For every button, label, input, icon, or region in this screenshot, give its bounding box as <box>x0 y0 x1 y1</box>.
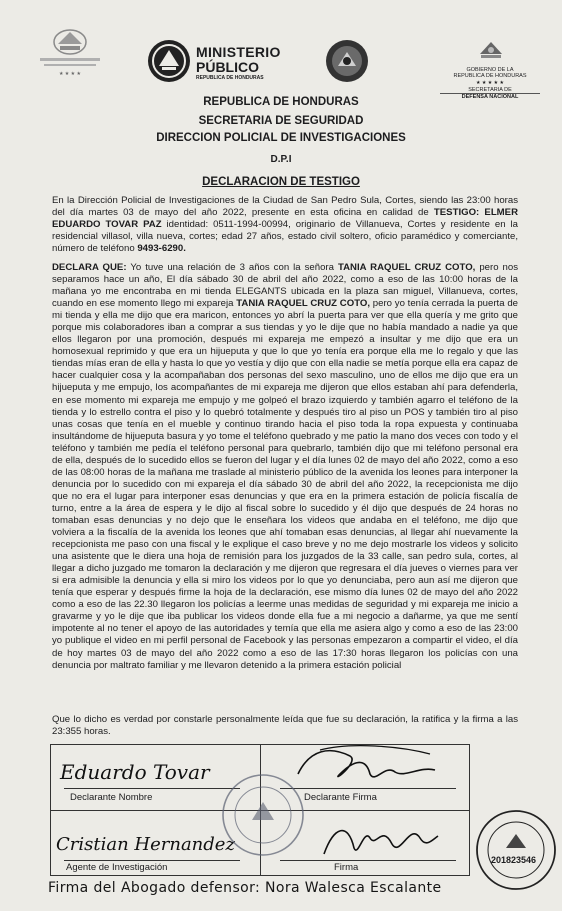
label-declarante-nombre: Declarante Nombre <box>70 792 153 803</box>
intro-text-b: identidad: 0511-1994-00994, originario de Villanueva, Cortes y residente en la residencial villasol, villa nueva, cortes; edad 27 años, estado civil soltero, oficio paramédico y comerciante, número de teléfono <box>52 219 518 255</box>
label-agente: Agente de Investigación <box>66 862 168 873</box>
label-declarante-firma: Declarante Firma <box>304 792 377 803</box>
dpi-stamp-icon <box>218 770 308 860</box>
title-direccion: DIRECCION POLICIAL DE INVESTIGACIONES <box>156 132 406 144</box>
title-republica: REPUBLICA DE HONDURAS <box>203 96 359 108</box>
declara-name-2: TANIA RAQUEL CRUZ COTO, <box>236 298 371 310</box>
defensa-text-line1: GOBIERNO DE LA <box>466 67 514 73</box>
ministerio-publico-logo <box>146 38 316 84</box>
defensa-text-line4: DEFENSA NACIONAL <box>440 93 540 100</box>
title-secretaria: SECRETARIA DE SEGURIDAD <box>198 115 364 127</box>
agente-handwritten-name: Cristian Hernandez <box>56 834 235 855</box>
sig-right-border <box>469 744 470 875</box>
declara-text-b: pero nos separamos hace un año, El día sábado 30 de abril del año 2022, como a eso de las 10:00 horas de la mañana yo me encontraba en mi tienda ELEGANTS ubicada en la plaza san miguel, Villanueva, cortes, cuando en ese momento llego mi expareja <box>52 262 518 310</box>
sig-line-4 <box>280 860 456 861</box>
sig-bottom-line <box>50 875 470 876</box>
defensa-text-line3: SECRETARIA DE <box>468 87 512 93</box>
defensa-emblem-icon <box>476 40 506 64</box>
declarante-handwritten-name: Eduardo Tovar <box>60 760 210 784</box>
closing-text: Que lo dicho es verdad por constarle personalmente leída que fue su declaración, la ratifica y la firma a las 23:355 horas. <box>52 714 518 738</box>
declara-text-c: pero yo tenía cerrada la puerta de mi tienda y ella me dijo que era maricon, entonces yo abrí la puerta para ver que ella quería y me grito que porque mis colaboradores iban a comprar a sus tiendas y yo le dije que no había mandado a nadie ya que ellos llegaron por una promoción, después mi expareja me empezó a insultar y me dijo que era un homosexual reprimido y que era un hijueputa y que lo que yo tenía era porque ella me lo regalo y que las tiendas mías eran de ella y hasta lo que yo vestía y dijo que con ella nadie se metía porque ella era capaz de hacer cualquier cosa y la acompañaban dos personas del sexo masculino, uno de ellos me dijo que era un hijueputa y me empujo, los acompañantes de mi expareja me dijeron que ellos estaban ahí para defenderla, en ese momento mi expareja me empujo y me golpeó el brazo izquierdo y también agarro el teléfono de la tienda y lo estrello contra el piso y lo quebró totalmente y después tiro al piso un POS y también tiro al piso unas cosas que tenía en el mueble y continuo tirando hacia el piso toda la ropa expuesta y continuaba insultándome de hijueputa basura y yo tome el teléfono quebrado y me patio la mano dos veces con todo y el teléfono y también me pedía el teléfono personal para quebrarlo, también dijo que mi teléfono personal era de ella, después de lo sucedido ellos se fueron del lugar y el día lunes 02 de mayo del año 2022, como a eso de las 08:00 horas de la mañana me traslade al ministerio público de la avenida los leones para interponer la denuncia por lo sucedido con mi expareja el día sábado 30 de abril del año 2022, la recepcionista me dijo que no era el lugar para interponer esas denuncias y que era en la primera estación de policía fiscalía de turno, entre a la área de espera y le dijo al fiscal sobre lo sucedido y él dijo que después de 24 horas no tomaban esas denuncias y no dejo que le enseñara los videos que andaba en el teléfono, me dijo que volviera a la fiscalía de la avenida los leones que ahí tomaban esas denuncias, al llegar ahí nuevamente la recepcionista me paso con una fiscal y le explique el caso breve y no me dejo mostrarle los videos y solicito una asistente que le diera una hoja de remisión para los juzgados de la 33 calle, san pedro sula, cortes, al llegar a dicho juzgado me tomaron la declaración y me dijeron que regresara el día jueves o viernes para ver si era admisible la denuncia y ella si miro los videos por lo que yo denunciaba, pero aun así me dijeron que tenía que esperar y después firme la hoja de la declaración, ese mismo día lunes 02 de mayo del año 2022 como a eso de las 22.30 llegaron los policías a leerme unas medidas de seguridad y mi expareja me inicio a gravarme y yo le dije que iba publicar los videos donde ella fue a mi negocio a dañarme, ya que me sentí impotente al no tener el apoyo de las autoridades y temía que ella me asiera algo y como a eso de las 23:00 yo publique el video en mi perfil personal de Facebook y las personas empezaron a compartir el video, el día de hoy martes 03 de mayo del año 2022 como a eso de las 17:30 horas llegaron los policías con una denuncia por maltrato familiar y me llevaron detenido a la primera estación policial <box>52 298 519 671</box>
testigo-name: TESTIGO: ELMER EDUARDO TOVAR PAZ <box>52 207 519 231</box>
declara-text-a: Yo tuve una relación de 3 años con la señora <box>126 262 338 273</box>
stars-icon: ★ ★ ★ ★ ★ <box>476 80 504 86</box>
declara-label: DECLARA QUE: <box>52 262 127 273</box>
defensa-nacional-logo <box>440 40 540 104</box>
intro-paragraph <box>52 195 518 263</box>
sig-line-1 <box>64 788 240 789</box>
intro-text-a: En la Dirección Policial de Investigaciones de la Ciudad de San Pedro Sula, Cortes, siendo las 23:00 horas del día martes 03 de mayo del año 2022, presente en esta oficina en calidad de <box>52 195 518 219</box>
dpi-emblem-icon <box>30 20 110 82</box>
label-firma: Firma <box>334 862 359 873</box>
testigo-phone: 9493-6290. <box>137 243 186 255</box>
declaration-paragraph <box>52 262 518 680</box>
sig-left-border <box>50 744 51 875</box>
svg-text:★ ★ ★ ★: ★ ★ ★ ★ <box>58 71 82 77</box>
sig-line-3 <box>64 860 240 861</box>
title-declaracion: DECLARACION DE TESTIGO <box>202 176 360 188</box>
defensa-text-line2: REPUBLICA DE HONDURAS <box>453 73 527 79</box>
declara-name-1: TANIA RAQUEL CRUZ COTO, <box>337 262 476 273</box>
mp-title-line3: REPUBLICA DE HONDURAS <box>196 75 264 81</box>
honduras-coat-of-arms-icon <box>324 38 370 84</box>
closing-paragraph <box>52 714 518 746</box>
stamp-number: 201823546 <box>491 855 537 865</box>
mp-title-line2: PÚBLICO <box>196 59 259 75</box>
abogado-handwritten-line: Firma del Abogado defensor: Nora Walesca Escalante <box>48 880 442 896</box>
declarante-signature-icon <box>290 744 440 790</box>
agente-signature-icon <box>320 818 440 862</box>
title-dpi: D.P.I <box>270 154 292 165</box>
mp-title-line1: MINISTERIO <box>196 44 281 60</box>
abogado-stamp-icon <box>474 808 558 892</box>
mp-seal-icon <box>146 38 192 84</box>
